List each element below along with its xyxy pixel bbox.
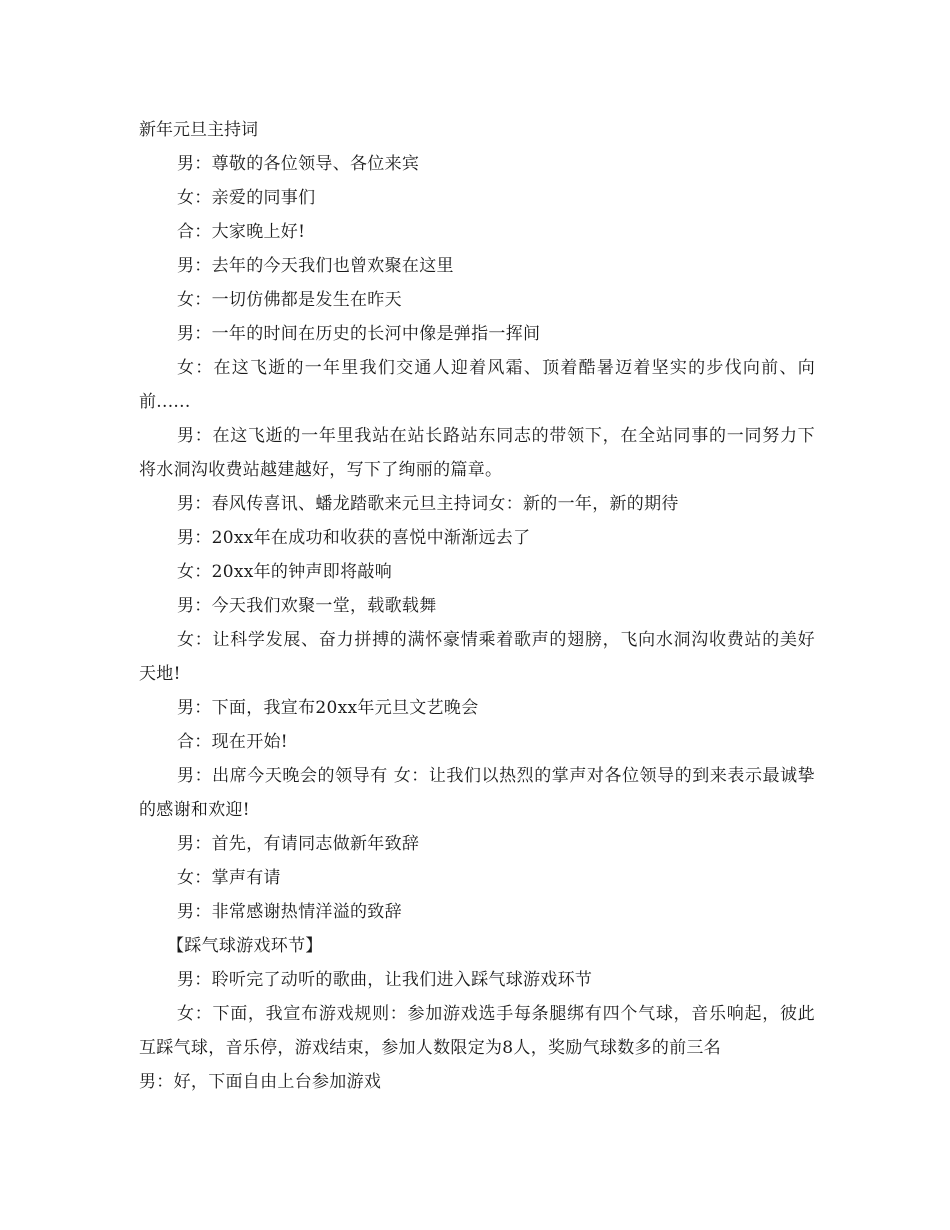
paragraph: 男：非常感谢热情洋溢的致辞 [177, 902, 402, 922]
paragraph: 男：下面，我宣布20xx年元旦文艺晚会 [177, 698, 479, 718]
paragraph: 女：掌声有请 [177, 868, 281, 888]
paragraph: 男：首先，有请同志做新年致辞 [177, 834, 420, 854]
paragraph: 男：20xx年在成功和收获的喜悦中渐渐远去了 [177, 528, 531, 548]
paragraph: 男：在这飞逝的一年里我站在站长路站东同志的带领下，在全站同事的一同努力下将水洞沟收费站越建越好，写下了绚丽的篇章。 [139, 426, 815, 480]
document-page [139, 113, 815, 1099]
paragraph: 女：在这飞逝的一年里我们交通人迎着风霜、顶着酷暑迈着坚实的步伐向前、向前...... [139, 358, 815, 412]
section-heading: 【踩气球游戏环节】 [167, 936, 323, 956]
paragraph: 男：今天我们欢聚一堂，载歌载舞 [177, 596, 437, 616]
paragraph: 男：聆听完了动听的歌曲，让我们进入踩气球游戏环节 [177, 970, 593, 990]
paragraph: 合：现在开始! [177, 732, 288, 752]
paragraph: 男：一年的时间在历史的长河中像是弹指一挥间 [177, 324, 541, 344]
paragraph: 女：让科学发展、奋力拼搏的满怀豪情乘着歌声的翅膀，飞向水洞沟收费站的美好天地! [139, 630, 815, 684]
paragraph: 女：20xx年的钟声即将敲响 [177, 562, 393, 582]
paragraph: 女：下面，我宣布游戏规则：参加游戏选手每条腿绑有四个气球，音乐响起，彼此互踩气球，音乐停，游戏结束，参加人数限定为8人，奖励气球数多的前三名 [139, 1004, 815, 1058]
paragraph: 男：春风传喜讯、蟠龙踏歌来元旦主持词女：新的一年，新的期待 [177, 494, 679, 514]
paragraph: 男：出席今天晚会的领导有 女：让我们以热烈的掌声对各位领导的到来表示最诚挚的感谢和欢迎! [139, 766, 815, 820]
paragraph: 男：去年的今天我们也曾欢聚在这里 [177, 256, 454, 276]
paragraph: 女：亲爱的同事们 [177, 188, 316, 208]
paragraph: 合：大家晚上好! [177, 222, 306, 242]
paragraph: 男：尊敬的各位领导、各位来宾 [177, 154, 420, 174]
paragraph: 女：一切仿佛都是发生在昨天 [177, 290, 402, 310]
document-title: 新年元旦主持词 [139, 120, 258, 140]
paragraph: 男：好，下面自由上台参加游戏 [139, 1072, 382, 1092]
